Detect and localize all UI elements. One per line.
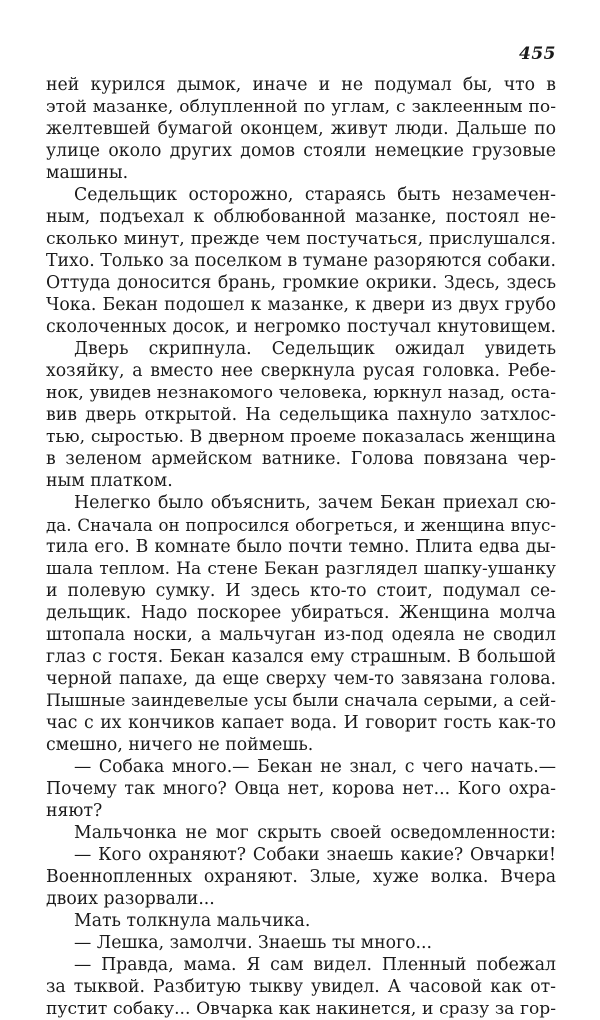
text-line: час с их кончиков капает вода. И говорит гость как-то bbox=[46, 713, 556, 733]
text-line: Нелегко было объяснить, зачем Бекан приехал сю- bbox=[74, 493, 556, 513]
text-line: да. Сначала он попросился обогреться, и женщина впус- bbox=[46, 515, 556, 535]
text-line: вив дверь открытой. На седельщика пахнуло затхлос- bbox=[46, 405, 556, 425]
text-line: няют? bbox=[46, 801, 103, 821]
text-line: ней курился дымок, иначе и не подумал бы, что в bbox=[46, 75, 556, 95]
text-line: Седельщик осторожно, стараясь быть незамечен- bbox=[74, 185, 556, 205]
text-line: — Правда, мама. Я сам видел. Пленный побежал bbox=[74, 955, 556, 975]
text-line: сколько минут, прежде чем постучаться, прислушался. bbox=[46, 229, 556, 249]
text-line: Тихо. Только за поселком в тумане разоряются собаки. bbox=[46, 251, 556, 271]
text-line: — Лешка, замолчи. Знаешь ты много... bbox=[74, 933, 432, 953]
text-line: Почему так много? Овца нет, корова нет... Кого охра- bbox=[46, 779, 556, 799]
text-line: ным платком. bbox=[46, 471, 173, 491]
text-line: Военнопленных охраняют. Злые, хуже волка. Вчера bbox=[46, 867, 556, 887]
body-text bbox=[46, 74, 556, 1020]
text-line: этой мазанке, облупленной по углам, с заклеенным по- bbox=[46, 97, 556, 117]
page-number: 455 bbox=[519, 44, 556, 64]
text-line: и полевую сумку. И здесь кто-то стоит, подумал се- bbox=[46, 581, 556, 601]
text-line: дельщик. Надо поскорее убираться. Женщина молча bbox=[46, 603, 556, 623]
text-line: пустит собаку... Овчарка как накинется, и сразу за гор- bbox=[46, 999, 556, 1019]
text-line: Пышные заиндевелые усы были сначала серыми, а сей- bbox=[46, 691, 556, 711]
text-line: желтевшей бумагой оконцем, живут люди. Дальше по bbox=[46, 119, 556, 139]
text-line: сколоченных досок, и негромко постучал кнутовищем. bbox=[46, 317, 556, 337]
text-line: Мать толкнула мальчика. bbox=[74, 911, 311, 931]
text-line: машины. bbox=[46, 163, 129, 183]
text-line: тила его. В комнате было почти темно. Плита едва ды- bbox=[46, 537, 556, 557]
text-line: штопала носки, а мальчуган из-под одеяла не сводил bbox=[46, 625, 556, 645]
text-line: — Собака много.— Бекан не знал, с чего начать.— bbox=[74, 757, 556, 777]
text-line: в зеленом армейском ватнике. Голова повязана чер- bbox=[46, 449, 556, 469]
text-line: Чока. Бекан подошел к мазанке, к двери из двух грубо bbox=[46, 295, 556, 315]
text-line: смешно, ничего не поймешь. bbox=[46, 735, 314, 755]
text-line: — Кого охраняют? Собаки знаешь какие? Овчарки! bbox=[74, 845, 556, 865]
text-line: Дверь скрипнула. Седельщик ожидал увидеть bbox=[74, 339, 556, 359]
text-line: шала теплом. На стене Бекан разглядел шапку-ушанку bbox=[46, 559, 556, 579]
text-line: черной папахе, да еще сверху чем-то завязана голова. bbox=[46, 669, 556, 689]
text-line: хозяйку, а вместо нее сверкнула русая головка. Ребе- bbox=[46, 361, 556, 381]
text-line: тью, сыростью. В дверном проеме показалась женщина bbox=[46, 427, 556, 447]
text-line: глаз с гостя. Бекан казался ему страшным. В большой bbox=[46, 647, 556, 667]
text-line: улице около других домов стояли немецкие грузовые bbox=[46, 141, 556, 161]
text-line: двоих разорвали... bbox=[46, 889, 215, 909]
text-line: Мальчонка не мог скрыть своей осведомленности: bbox=[74, 823, 556, 843]
text-line: Оттуда доносится брань, громкие окрики. Здесь, здесь bbox=[46, 273, 556, 293]
text-line: ным, подъехал к облюбованной мазанке, постоял не- bbox=[46, 207, 556, 227]
text-line: нок, увидев незнакомого человека, юркнул назад, оста- bbox=[46, 383, 556, 403]
text-line: за тыквой. Разбитую тыкву увидел. А часовой как от- bbox=[46, 977, 556, 997]
